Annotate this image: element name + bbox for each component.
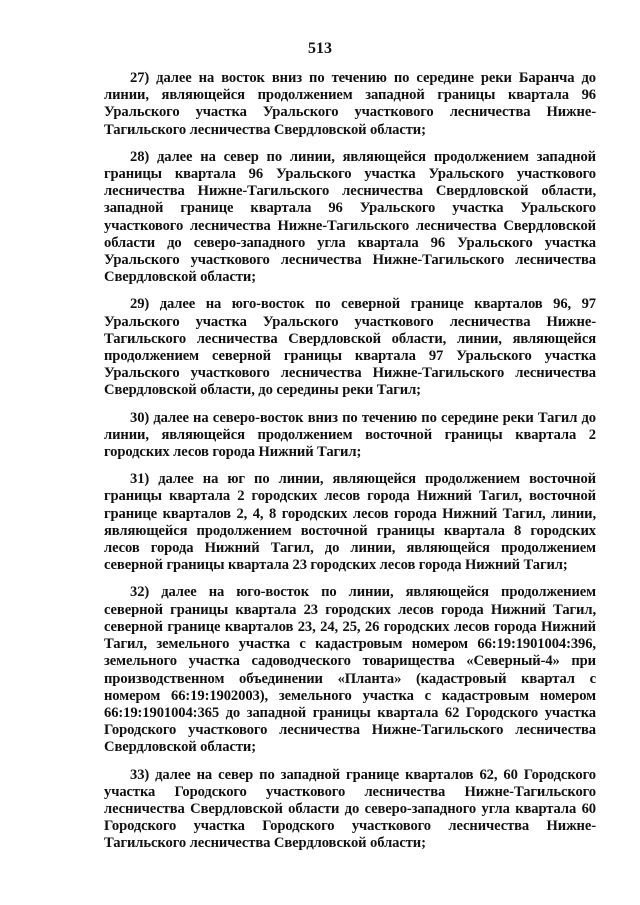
paragraph-27: 27) далее на восток вниз по течению по середине реки Баранча до линии, являющейся продолжением западной границы квартала 96 Уральского участка Уральского участкового лесничества Нижне-Тагильского лесничества Свердловской области; <box>104 70 596 138</box>
paragraph-31: 31) далее на юг по линии, являющейся продолжением восточной границы квартала 2 городских лесов города Нижний Тагил, восточной границе кварталов 2, 4, 8 городских лесов города Нижний Тагил, линии, являющейся продолжением восточной границы квартала 8 городских лесов города Нижний Тагил, до линии, являющейся продолжением северной границы квартала 23 городских лесов города Нижний Тагил; <box>104 471 596 574</box>
paragraph-28: 28) далее на север по линии, являющейся продолжением западной границы квартала 96 Уральского участка Уральского участкового лесничества Нижне-Тагильского лесничества Свердловской области, западной границе квартала 96 Уральского участка Уральского участкового лесничества Нижне-Тагильского лесничества Свердловской области до северо-западного угла квартала 96 Уральского участка Уральского участкового лесничества Нижне-Тагильского лесничества Свердловской области; <box>104 148 596 286</box>
document-body <box>104 70 596 863</box>
paragraph-33: 33) далее на север по западной границе кварталов 62, 60 Городского участка Городского участкового лесничества Нижне-Тагильского лесничества Свердловской области до северо-западного угла квартала 60 Городского участка Городского участкового лесничества Нижне-Тагильского лесничества Свердловской области; <box>104 766 596 852</box>
page-number: 513 <box>308 40 332 57</box>
paragraph-32: 32) далее на юго-восток по линии, являющейся продолжением северной границы квартала 23 городских лесов города Нижний Тагил, северной границе кварталов 23, 24, 25, 26 городских лесов города Нижний Тагил, земельного участка с кадастровым номером 66:19:1901004:396, земельного участка садоводческого товарищества «Северный-4» при производственном объединении «Планта» (кадастровый квартал с номером 66:19:1902003), земельного участка с кадастровым номером 66:19:1901004:365 до западной границы квартала 62 Городского участка Городского участкового лесничества Нижне-Тагильского лесничества Свердловской области; <box>104 584 596 756</box>
paragraph-30: 30) далее на северо-восток вниз по течению по середине реки Тагил до линии, являющейся продолжением восточной границы квартала 2 городских лесов города Нижний Тагил; <box>104 409 596 461</box>
paragraph-29: 29) далее на юго-восток по северной границе кварталов 96, 97 Уральского участка Уральского участкового лесничества Нижне-Тагильского лесничества Свердловской области, линии, являющейся продолжением северной границы квартала 97 Уральского участка Уральского участкового лесничества Нижне-Тагильского лесничества Свердловской области, до середины реки Тагил; <box>104 296 596 399</box>
